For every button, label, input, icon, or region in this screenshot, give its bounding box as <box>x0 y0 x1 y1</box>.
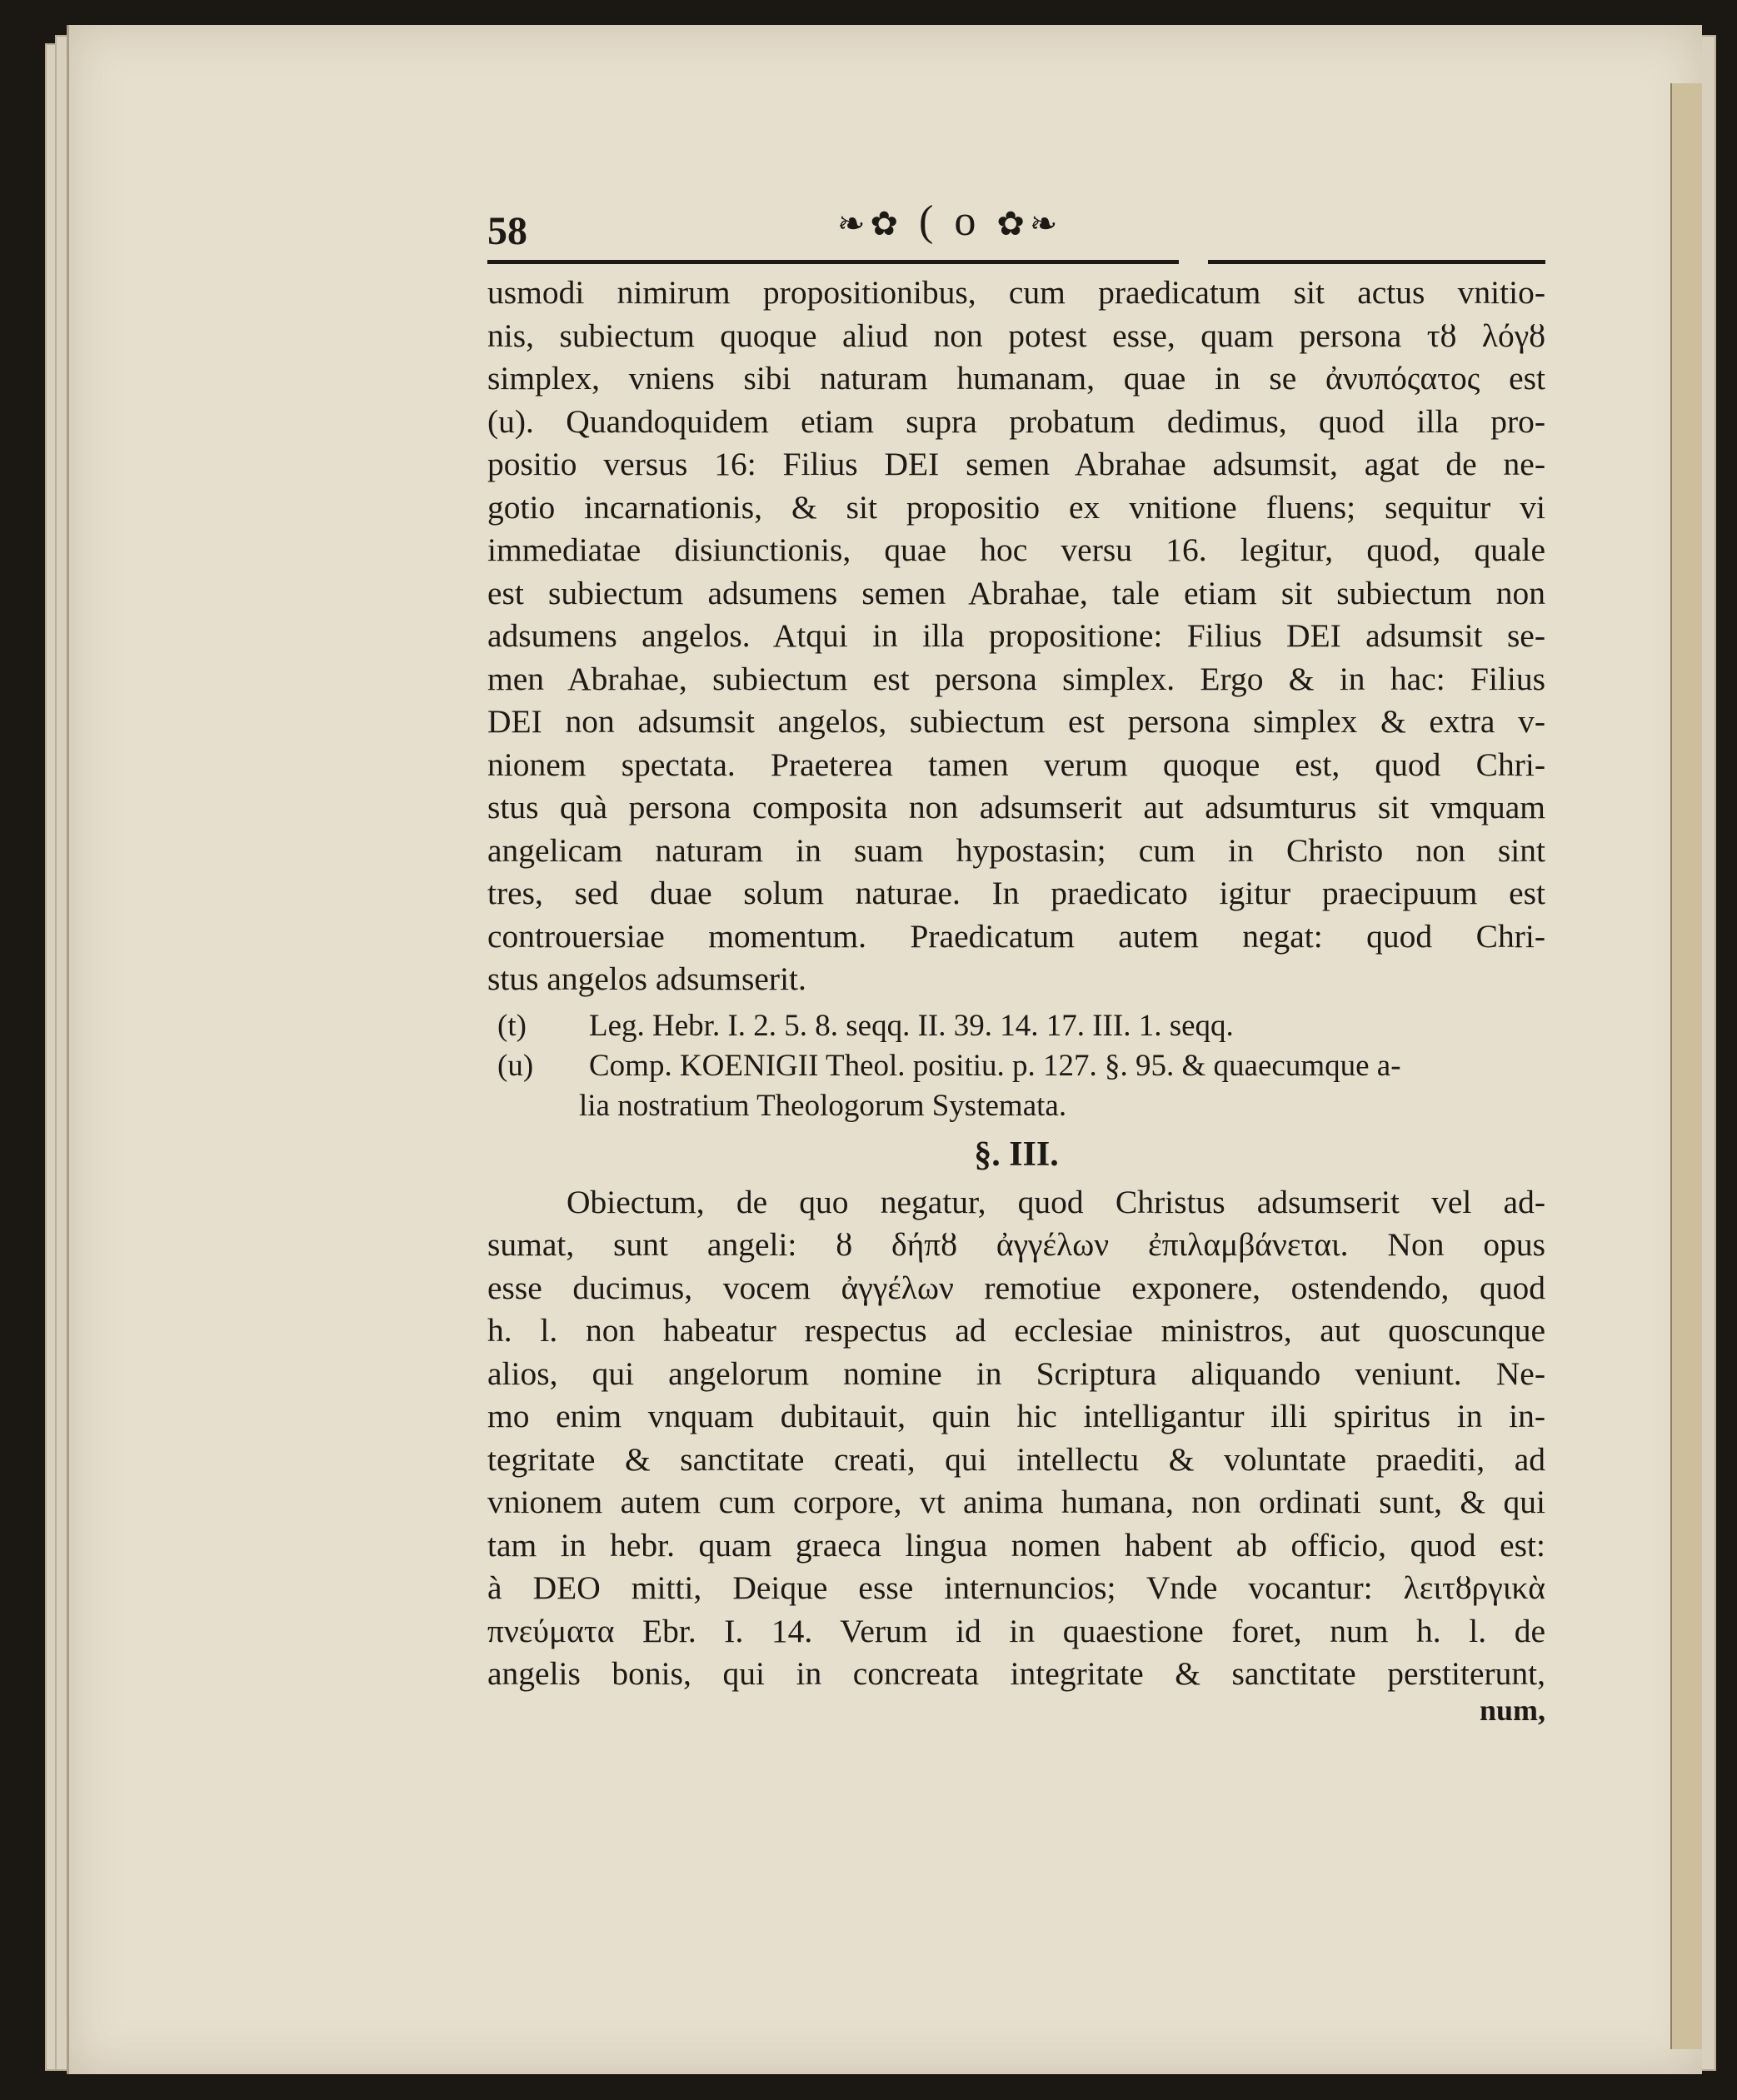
body-text <box>487 272 1545 1001</box>
body-line: immediatae disiunctionis, quae hoc versu 16. legitur, quod, quale <box>487 531 1545 568</box>
body-line: gotio incarnationis, & sit propositio ex vnitione fluens; sequitur vi <box>487 488 1545 526</box>
footnote-u <box>487 1046 1545 1086</box>
body-line: stus quà persona composita non adsumserit aut adsumturus sit vmquam <box>487 789 1545 826</box>
section-line: vnionem autem cum corpore, vt anima humana, non ordinati sunt, & qui <box>487 1484 1545 1520</box>
ornament-right-icon: ✿❧ <box>996 205 1063 242</box>
body-line: (u). Quandoquidem etiam supra probatum dedimus, quod illa pro- <box>487 402 1545 440</box>
body-line: usmodi nimirum propositionibus, cum praedicatum sit actus vnitio- <box>487 274 1545 311</box>
section-line: alios, qui angelorum nomine in Scriptura aliquando veniunt. Ne- <box>487 1354 1545 1392</box>
section-line: esse ducimus, vocem ἀγγέλων remotiue exponere, ostendendo, quod <box>487 1269 1545 1306</box>
footnote-text: Leg. Hebr. I. 2. 5. 8. seqq. II. 39. 14. 17. III. 1. seqq. <box>589 1008 1234 1043</box>
running-head-text: ( o <box>919 197 981 245</box>
ornament-left-icon: ❧✿ <box>837 205 904 242</box>
footnotes <box>487 1006 1545 1126</box>
page-number: 58 <box>487 209 527 253</box>
body-line: controuersiae momentum. Praedicatum autem negat: quod Chri- <box>487 917 1545 955</box>
section-line: angelis bonis, qui in concreata integritate & sanctitate perstiterunt, <box>487 1655 1545 1692</box>
header-rule-left <box>487 260 1179 264</box>
section-heading: §. III. <box>974 1135 1059 1174</box>
footnote-text: Comp. KOENIGII Theol. positiu. p. 127. §. 95. & quaecumque a- <box>589 1048 1401 1083</box>
page-content <box>487 183 1545 1728</box>
page-header <box>487 183 1545 257</box>
body-line: nionem spectata. Praeterea tamen verum quoque est, quod Chri- <box>487 746 1545 783</box>
catchword: num, <box>1479 1693 1545 1727</box>
section-line: Obiectum, de quo negatur, quod Christus adsumserit vel ad- <box>567 1183 1545 1220</box>
footnote-t <box>487 1006 1545 1046</box>
section-line: πνεύματα Ebr. I. 14. Verum id in quaestione foret, num h. l. de <box>487 1612 1545 1649</box>
body-line: stus angelos adsumserit. <box>487 960 806 997</box>
body-line: men Abrahae, subiectum est persona simplex. Ergo & in hac: Filius <box>487 660 1545 697</box>
body-line: DEI non adsumsit angelos, subiectum est persona simplex & extra v- <box>487 703 1545 740</box>
body-line: nis, subiectum quoque aliud non potest esse, quam persona τȣ λόγȣ <box>487 317 1545 354</box>
section-text <box>487 1181 1545 1696</box>
section-line: tegritate & sanctitate creati, qui intellectu & voluntate praediti, ad <box>487 1440 1545 1478</box>
facing-page-edge <box>1670 83 1702 2049</box>
body-line: positio versus 16: Filius DEI semen Abrahae adsumsit, agat de ne- <box>487 446 1545 482</box>
running-head <box>837 197 1062 246</box>
section-line: tam in hebr. quam graeca lingua nomen habent ab officio, quod est: <box>487 1526 1545 1564</box>
section-line: sumat, sunt angeli: ȣ δήπȣ ἀγγέλων ἐπιλαμβάνεται. Non opus <box>487 1226 1545 1263</box>
footnote-label: (t) <box>497 1008 527 1043</box>
body-line: angelicam naturam in suam hypostasin; cum in Christo non sint <box>487 831 1545 869</box>
section-line: mo enim vnquam dubitauit, quin hic intelligantur illi spiritus in in- <box>487 1398 1545 1434</box>
body-line: simplex, vniens sibi naturam humanam, quae in se ἀνυπόςατος est <box>487 360 1545 397</box>
footnote-label: (u) <box>497 1048 534 1083</box>
section-line: à DEO mitti, Deique esse internuncios; Vnde vocantur: λειτȣργικὰ <box>487 1569 1545 1606</box>
section-line: h. l. non habeatur respectus ad ecclesiae ministros, aut quoscunque <box>487 1312 1545 1349</box>
body-line: est subiectum adsumens semen Abrahae, tale etiam sit subiectum non <box>487 574 1545 611</box>
body-line: tres, sed duae solum naturae. In praedicato igitur praecipuum est <box>487 875 1545 911</box>
body-line: adsumens angelos. Atqui in illa propositione: Filius DEI adsumsit se- <box>487 617 1545 654</box>
footnote-continuation: lia nostratium Theologorum Systemata. <box>579 1088 1067 1123</box>
header-rule-right <box>1208 260 1545 264</box>
